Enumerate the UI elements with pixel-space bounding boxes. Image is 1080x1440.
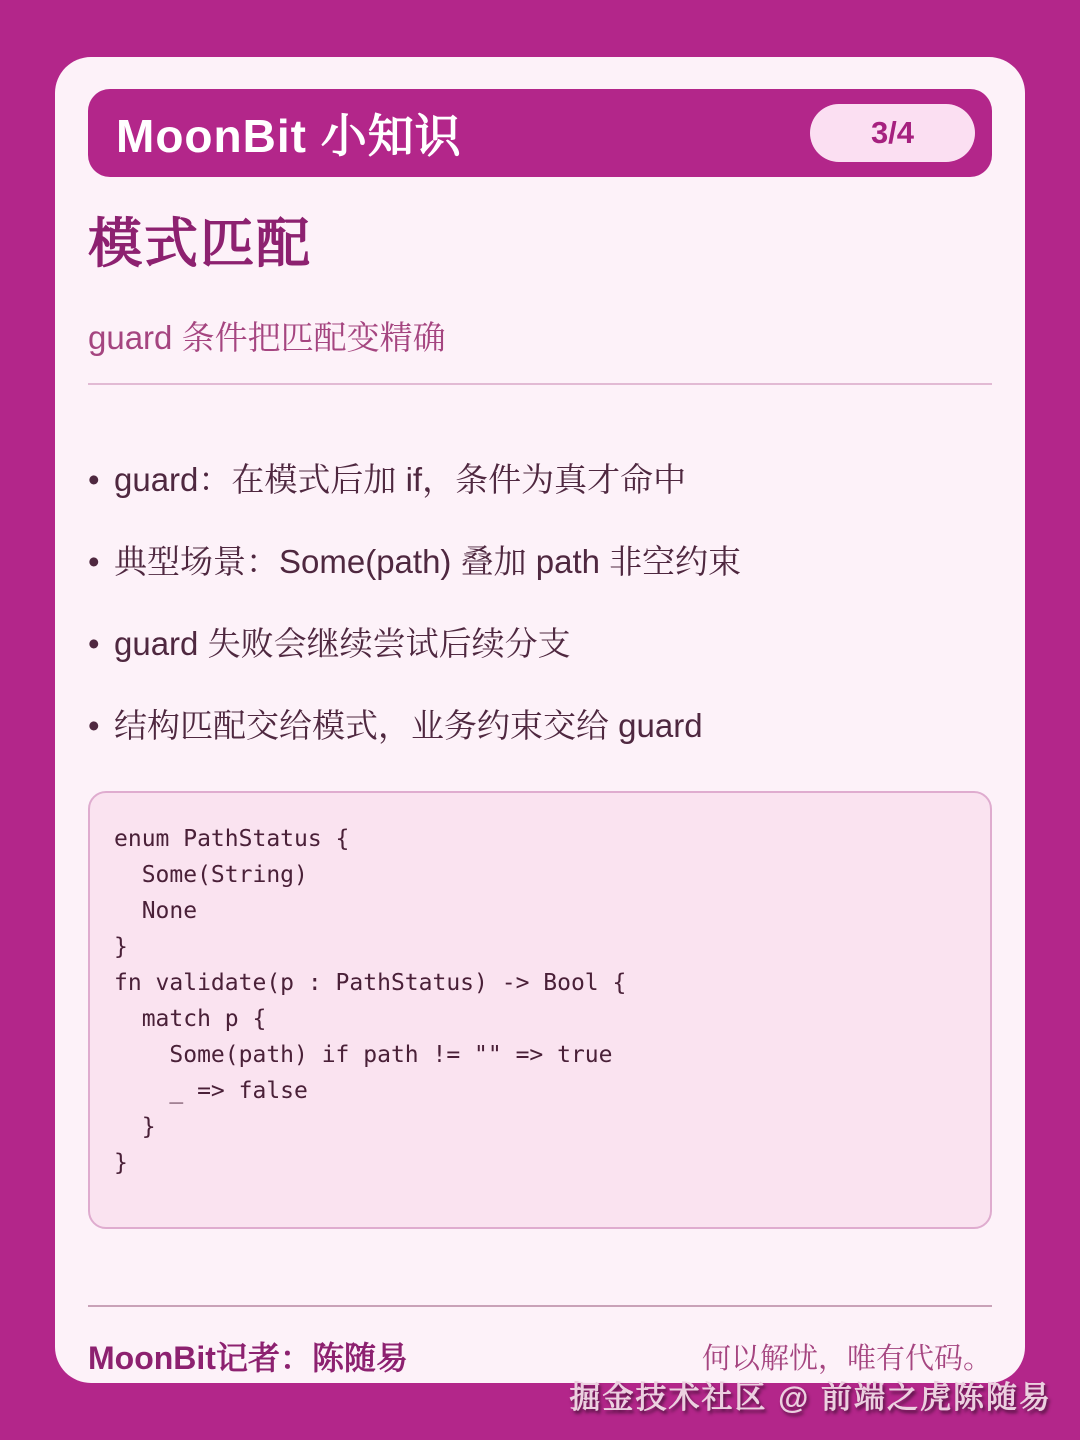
code-line: _ => false xyxy=(114,1078,308,1104)
footer-author: MoonBit记者：陈随易 xyxy=(88,1340,408,1376)
page-indicator-badge: 3/4 xyxy=(810,104,975,162)
code-line: enum PathStatus { xyxy=(114,826,350,852)
divider-top xyxy=(88,383,992,385)
header-bar xyxy=(88,89,992,177)
divider-bottom xyxy=(88,1305,992,1307)
knowledge-card xyxy=(55,57,1025,1383)
code-line: } xyxy=(114,1150,128,1176)
code-line: } xyxy=(114,934,128,960)
bullet-list xyxy=(88,463,992,743)
page-title: 模式匹配 xyxy=(88,214,312,274)
footer-quote: 何以解忧，唯有代码。 xyxy=(701,1342,992,1375)
watermark: 掘金技术社区 @ 前端之虎陈随易 xyxy=(569,1380,1052,1415)
code-line: Some(path) if path != "" => true xyxy=(114,1042,613,1068)
bullet-item: • 典型场景：Some(path) 叠加 path 非空约束 xyxy=(88,545,992,579)
code-line: None xyxy=(114,898,198,924)
code-line: fn validate(p : PathStatus) -> Bool { xyxy=(114,970,627,996)
bullet-item: • guard 失败会继续尝试后续分支 xyxy=(88,627,992,661)
bullet-item: • 结构匹配交给模式，业务约束交给 guard xyxy=(88,709,992,743)
header-title: MoonBit 小知识 xyxy=(116,110,462,162)
code-line: Some(String) xyxy=(114,862,308,888)
code-line: } xyxy=(114,1114,156,1140)
subtitle: guard 条件把匹配变精确 xyxy=(88,319,446,356)
bullet-item: • guard：在模式后加 if，条件为真才命中 xyxy=(88,463,992,497)
code-line: match p { xyxy=(114,1006,267,1032)
code-block xyxy=(88,791,992,1229)
